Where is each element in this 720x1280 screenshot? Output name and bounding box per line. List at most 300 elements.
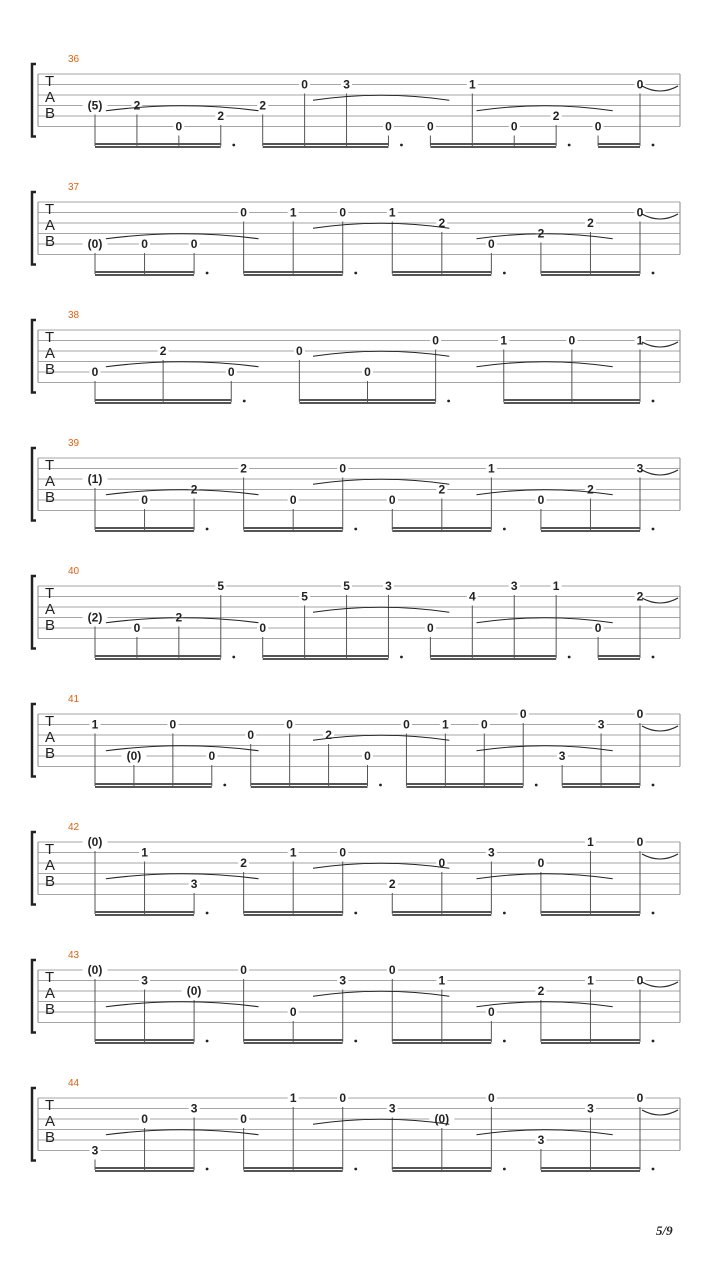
beam: [251, 786, 368, 788]
fret-number: 0: [636, 77, 644, 92]
rhythm-dot: [354, 1040, 357, 1043]
fret-number: 0: [594, 621, 602, 635]
tab-clef-letter: B: [45, 489, 56, 506]
tie-curve: [313, 1119, 449, 1124]
beam: [263, 655, 389, 657]
rhythm-dot: [400, 656, 403, 659]
tab-system: [32, 566, 680, 660]
system-bracket: [32, 320, 36, 393]
tab-clef-letter: T: [45, 841, 55, 858]
fret-number: 0: [568, 333, 576, 348]
fret-number: 0: [636, 835, 644, 849]
beam: [406, 783, 523, 785]
tab-clef-letter: T: [45, 585, 55, 602]
fret-number: (0): [87, 237, 103, 251]
fret-number: 0: [289, 1005, 297, 1019]
rhythm-dot: [652, 400, 655, 403]
beam: [95, 274, 194, 276]
tie-curve: [106, 106, 259, 111]
beam: [244, 530, 343, 532]
fret-number: 0: [488, 237, 495, 251]
fret-number: 1: [141, 845, 148, 860]
tab-clef-letter: A: [45, 345, 56, 362]
beam: [299, 399, 435, 401]
beam: [541, 914, 640, 916]
beam: [244, 1167, 343, 1169]
fret-number: 1: [587, 835, 594, 849]
fret-number: 2: [240, 461, 247, 476]
fret-number: 0: [480, 717, 488, 732]
beam: [251, 783, 368, 785]
fret-number: 0: [240, 205, 247, 220]
beam: [598, 146, 640, 148]
measure-number: 42: [68, 822, 80, 833]
rhythm-dot: [232, 656, 235, 659]
tab-clef-letter: B: [45, 233, 56, 250]
fret-number: 0: [289, 493, 297, 507]
beam: [95, 911, 194, 913]
tie-curve: [642, 86, 678, 91]
beam: [95, 914, 194, 916]
fret-number: 3: [385, 579, 392, 593]
fret-number: 3: [91, 1143, 99, 1158]
beam: [95, 143, 221, 145]
system-bracket: [32, 1088, 36, 1161]
rhythm-dot: [503, 272, 506, 275]
fret-number: 5: [301, 589, 308, 604]
tab-clef-letter: A: [45, 729, 56, 746]
tab-system: [32, 54, 680, 148]
fret-number: (0): [87, 963, 103, 977]
beam: [392, 1170, 491, 1172]
fret-number: 3: [488, 845, 495, 860]
tab-system: [32, 182, 680, 276]
tie-curve: [106, 874, 259, 879]
fret-number: 0: [364, 365, 371, 379]
beam: [263, 658, 389, 660]
beam: [244, 1170, 343, 1172]
rhythm-dot: [503, 912, 506, 915]
fret-number: 0: [537, 493, 545, 507]
fret-number: 0: [427, 621, 434, 635]
fret-number: 0: [636, 707, 644, 721]
beam: [430, 146, 556, 148]
fret-number: 1: [636, 333, 644, 348]
beam: [562, 786, 640, 788]
fret-number: 3: [597, 717, 605, 732]
tie-curve: [313, 351, 449, 356]
fret-number: 0: [364, 749, 371, 763]
tab-clef-letter: T: [45, 457, 55, 474]
tab-clef-letter: T: [45, 1097, 55, 1114]
fret-number: 0: [636, 973, 644, 988]
beam: [95, 783, 212, 785]
rhythm-dot: [503, 528, 506, 531]
beam: [392, 911, 491, 913]
fret-number: 1: [438, 973, 446, 988]
fret-number: 0: [190, 237, 198, 251]
beam: [95, 1042, 194, 1044]
fret-number: 2: [388, 877, 396, 891]
fret-number: 0: [385, 119, 392, 134]
beam: [95, 527, 194, 529]
fret-number: 2: [552, 109, 560, 123]
tie-curve: [642, 854, 678, 859]
fret-number: 0: [259, 621, 267, 635]
system-bracket: [32, 704, 36, 777]
tab-clef-letter: A: [45, 1113, 56, 1130]
tie-curve: [642, 342, 678, 347]
tie-curve: [313, 863, 449, 868]
tab-clef-letter: B: [45, 617, 56, 634]
tab-clef-letter: A: [45, 473, 56, 490]
beam: [244, 911, 343, 913]
rhythm-dot: [652, 1040, 655, 1043]
tie-curve: [313, 479, 449, 484]
beam: [244, 527, 343, 529]
fret-number: 1: [442, 717, 449, 732]
fret-number: 0: [388, 963, 396, 977]
fret-number: 0: [169, 717, 177, 732]
beam: [541, 274, 640, 276]
beam: [598, 655, 640, 657]
beam: [392, 530, 491, 532]
fret-number: 0: [286, 717, 293, 732]
rhythm-dot: [354, 1168, 357, 1171]
fret-number: 2: [159, 344, 167, 358]
fret-number: 0: [240, 963, 247, 977]
tab-clef-letter: T: [45, 329, 55, 346]
fret-number: 0: [427, 119, 434, 134]
fret-number: 0: [432, 333, 439, 348]
beam: [244, 1039, 343, 1041]
rhythm-dot: [652, 528, 655, 531]
rhythm-dot: [206, 528, 209, 531]
system-bracket: [32, 832, 36, 905]
rhythm-dot: [243, 400, 246, 403]
beam: [263, 143, 389, 145]
fret-number: 1: [500, 333, 508, 348]
fret-number: (0): [126, 749, 142, 763]
fret-number: 0: [636, 1091, 644, 1105]
tie-curve: [313, 607, 449, 612]
beam: [95, 786, 212, 788]
tab-clef-letter: A: [45, 985, 56, 1002]
beam: [541, 1039, 640, 1041]
beam: [392, 1039, 491, 1041]
tie-curve: [106, 1002, 259, 1007]
rhythm-dot: [568, 656, 571, 659]
fret-number: 0: [339, 845, 347, 860]
rhythm-dot: [652, 1168, 655, 1171]
fret-number: 4: [468, 589, 476, 604]
fret-number: 2: [537, 984, 545, 998]
tie-curve: [106, 490, 259, 495]
tab-clef-letter: B: [45, 105, 56, 122]
rhythm-dot: [652, 144, 655, 147]
tie-curve: [313, 223, 449, 228]
tie-curve: [313, 991, 449, 996]
fret-number: 1: [468, 77, 476, 92]
fret-number: 0: [594, 119, 602, 134]
fret-number: 0: [208, 749, 216, 763]
tab-clef-letter: B: [45, 1129, 56, 1146]
fret-number: 1: [388, 205, 396, 220]
rhythm-dot: [652, 912, 655, 915]
rhythm-dot: [232, 144, 235, 147]
beam: [541, 1042, 640, 1044]
fret-number: 3: [141, 973, 148, 988]
beam: [598, 658, 640, 660]
beam: [430, 143, 556, 145]
page-number: 5/9: [656, 1223, 673, 1238]
measure-number: 41: [68, 694, 80, 705]
fret-number: 0: [339, 205, 347, 220]
fret-number: 0: [388, 493, 396, 507]
fret-number: 0: [510, 119, 518, 134]
fret-number: 0: [141, 493, 148, 507]
beam: [95, 655, 221, 657]
rhythm-dot: [503, 1168, 506, 1171]
fret-number: 2: [190, 482, 198, 497]
tab-system: [32, 310, 680, 404]
fret-number: 0: [133, 621, 141, 635]
beam: [299, 402, 435, 404]
rhythm-dot: [354, 528, 357, 531]
fret-number: 2: [133, 98, 141, 113]
tab-clef-letter: T: [45, 969, 55, 986]
fret-number: 3: [510, 579, 518, 593]
system-bracket: [32, 960, 36, 1033]
tab-clef-letter: A: [45, 89, 56, 106]
tie-curve: [642, 598, 678, 603]
rhythm-dot: [652, 272, 655, 275]
rhythm-dot: [447, 400, 450, 403]
beam: [598, 143, 640, 145]
tab-system: [32, 1078, 680, 1172]
beam: [541, 527, 640, 529]
beam: [392, 1167, 491, 1169]
beam: [244, 271, 343, 273]
system-bracket: [32, 64, 36, 137]
beam: [244, 274, 343, 276]
tab-system: [32, 694, 680, 788]
beam: [95, 402, 231, 404]
system-bracket: [32, 448, 36, 521]
tie-curve: [106, 234, 259, 239]
fret-number: 0: [519, 707, 527, 721]
beam: [392, 1042, 491, 1044]
tie-curve: [477, 618, 613, 623]
fret-number: 3: [537, 1133, 545, 1147]
fret-number: 0: [301, 77, 308, 92]
tab-clef-letter: T: [45, 713, 55, 730]
beam: [95, 658, 221, 660]
fret-number: (1): [87, 472, 103, 486]
fret-number: 2: [636, 589, 644, 604]
beam: [95, 399, 231, 401]
measure-number: 36: [68, 54, 80, 65]
fret-number: (2): [87, 610, 103, 625]
fret-number: 5: [217, 579, 225, 593]
beam: [392, 271, 491, 273]
fret-number: 0: [240, 1112, 247, 1126]
beam: [95, 1167, 194, 1169]
beam: [430, 655, 556, 657]
fret-number: 1: [91, 717, 99, 732]
rhythm-dot: [206, 1168, 209, 1171]
rhythm-dot: [568, 144, 571, 147]
rhythm-dot: [652, 784, 655, 787]
fret-number: 3: [190, 1101, 198, 1116]
fret-number: (0): [434, 1112, 450, 1126]
beam: [244, 1042, 343, 1044]
beam: [406, 786, 523, 788]
fret-number: 3: [339, 973, 347, 988]
rhythm-dot: [223, 784, 226, 787]
beam: [541, 271, 640, 273]
beam: [392, 914, 491, 916]
fret-number: 2: [240, 856, 247, 870]
beam: [541, 1170, 640, 1172]
beam: [504, 402, 640, 404]
tab-clef-letter: B: [45, 873, 56, 890]
tab-system: [32, 438, 680, 532]
fret-number: 0: [636, 205, 644, 220]
rhythm-dot: [379, 784, 382, 787]
fret-number: 1: [587, 973, 594, 988]
beam: [95, 530, 194, 532]
fret-number: 2: [438, 216, 446, 230]
fret-number: 3: [343, 77, 350, 92]
fret-number: 1: [289, 845, 297, 860]
tab-system: [32, 822, 680, 916]
tie-curve: [313, 95, 449, 100]
fret-number: 0: [438, 856, 446, 870]
fret-number: 2: [217, 109, 225, 123]
rhythm-dot: [354, 272, 357, 275]
fret-number: 2: [175, 610, 183, 625]
beam: [95, 146, 221, 148]
measure-number: 37: [68, 182, 80, 193]
fret-number: 0: [91, 365, 99, 379]
tie-curve: [642, 1110, 678, 1115]
fret-number: 2: [587, 482, 594, 497]
tie-curve: [106, 1130, 259, 1135]
fret-number: 0: [141, 1112, 148, 1126]
measure-number: 38: [68, 310, 80, 321]
beam: [541, 1167, 640, 1169]
beam: [392, 527, 491, 529]
fret-number: (0): [186, 984, 202, 998]
beam: [95, 1170, 194, 1172]
beam: [392, 274, 491, 276]
fret-number: 0: [537, 856, 545, 870]
fret-number: 5: [343, 579, 350, 593]
beam: [95, 271, 194, 273]
fret-number: 0: [339, 461, 347, 476]
beam: [562, 783, 640, 785]
tab-clef-letter: B: [45, 1001, 56, 1018]
tie-curve: [477, 746, 613, 751]
tie-curve: [477, 874, 613, 879]
beam: [430, 658, 556, 660]
fret-number: 2: [587, 216, 594, 230]
rhythm-dot: [354, 912, 357, 915]
fret-number: 1: [289, 205, 297, 220]
fret-number: 1: [488, 461, 495, 476]
tab-clef-letter: T: [45, 201, 55, 218]
fret-number: 3: [587, 1101, 594, 1116]
fret-number: 2: [438, 482, 446, 497]
fret-number: 1: [289, 1091, 297, 1105]
rhythm-dot: [535, 784, 538, 787]
rhythm-dot: [652, 656, 655, 659]
fret-number: 0: [403, 717, 410, 732]
beam: [504, 399, 640, 401]
beam: [95, 1039, 194, 1041]
measure-number: 44: [68, 1078, 80, 1089]
fret-number: 0: [175, 119, 183, 134]
tie-curve: [477, 1002, 613, 1007]
tab-system: [32, 950, 680, 1044]
tie-curve: [642, 214, 678, 219]
rhythm-dot: [206, 1040, 209, 1043]
fret-number: 0: [247, 728, 255, 742]
measure-number: 39: [68, 438, 80, 449]
beam: [244, 914, 343, 916]
tab-clef-letter: A: [45, 857, 56, 874]
tab-clef-letter: B: [45, 745, 56, 762]
fret-number: 2: [259, 98, 267, 113]
system-bracket: [32, 576, 36, 649]
fret-number: 0: [339, 1091, 347, 1105]
fret-number: 0: [141, 237, 148, 251]
rhythm-dot: [400, 144, 403, 147]
tab-clef-letter: A: [45, 217, 56, 234]
tie-curve: [477, 106, 613, 111]
tab-clef-letter: B: [45, 361, 56, 378]
fret-number: 1: [552, 579, 560, 593]
fret-number: 3: [388, 1101, 396, 1116]
tie-curve: [642, 726, 678, 731]
rhythm-dot: [503, 1040, 506, 1043]
fret-number: 3: [636, 461, 644, 476]
rhythm-dot: [206, 912, 209, 915]
beam: [263, 146, 389, 148]
fret-number: 0: [227, 365, 235, 379]
fret-number: 2: [325, 728, 332, 742]
fret-number: 3: [558, 749, 566, 763]
tie-curve: [642, 982, 678, 987]
tab-clef-letter: T: [45, 73, 55, 90]
beam: [541, 530, 640, 532]
beam: [541, 911, 640, 913]
tie-curve: [642, 470, 678, 475]
measure-number: 40: [68, 566, 80, 577]
measure-number: 43: [68, 950, 80, 961]
fret-number: 0: [296, 344, 303, 358]
fret-number: 2: [537, 226, 545, 241]
fret-number: (5): [87, 98, 103, 113]
system-bracket: [32, 192, 36, 265]
fret-number: 0: [488, 1005, 495, 1019]
fret-number: 0: [488, 1091, 495, 1105]
fret-number: 3: [190, 877, 198, 891]
fret-number: (0): [87, 835, 103, 849]
tie-curve: [477, 362, 613, 367]
rhythm-dot: [206, 272, 209, 275]
